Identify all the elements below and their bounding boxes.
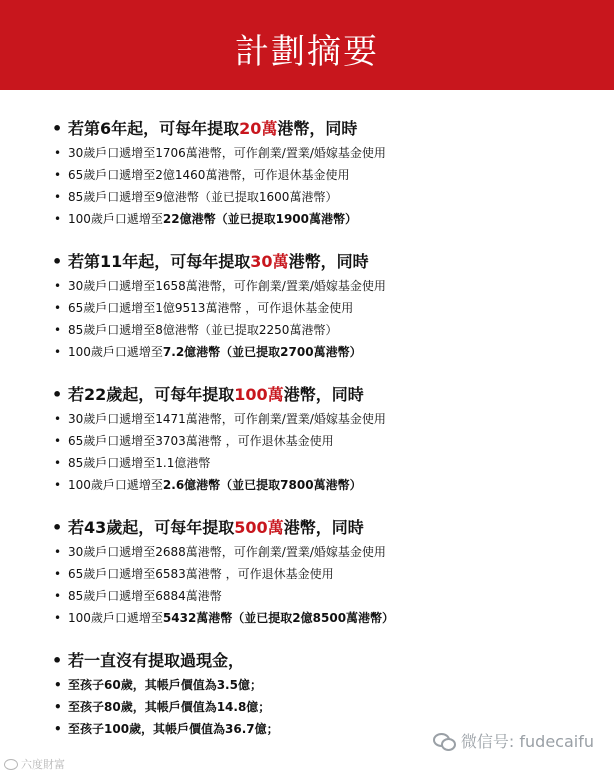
list-item [52, 142, 592, 164]
item-text: 30歲戶口遞增至1706萬港幣，可作創業/置業/婚嫁基金使用 [68, 146, 386, 160]
item-text: 30歲戶口遞增至1658萬港幣，可作創業/置業/婚嫁基金使用 [68, 279, 386, 293]
section-title-suffix: 港幣，同時 [277, 119, 358, 138]
list-item [52, 208, 592, 230]
item-text: 100歲戶口遞增至 [68, 478, 163, 492]
withdrawal-plan-section [52, 116, 592, 230]
list-item: • 至孩子80歲，其帳戶價值為14.8億； [52, 696, 592, 718]
section-items [52, 142, 592, 230]
list-item: • 至孩子100歲，其帳戶價值為36.7億； [52, 718, 592, 740]
list-item [52, 541, 592, 563]
item-text-bold: 5432萬港幣（並已提取2億8500萬港幣） [162, 611, 395, 625]
item-text: 100歲戶口遞增至 [68, 212, 163, 226]
list-item [52, 341, 592, 363]
section-items [52, 408, 592, 496]
withdrawal-plan-section [52, 382, 592, 496]
watermark-text: 微信号: fudecaifu [460, 732, 594, 751]
section-title-prefix: 若第11年起，可每年提取 [68, 252, 251, 271]
item-text-bold: 2.6億港幣（並已提取7800萬港幣） [162, 478, 362, 492]
item-text: 100歲戶口遞增至 [68, 345, 163, 359]
list-item [52, 319, 592, 341]
corner-watermark-text: 六度財富 [21, 758, 65, 771]
withdrawal-plan-section [52, 515, 592, 629]
no-withdrawal-section [52, 648, 592, 740]
withdrawal-plan-section [52, 249, 592, 363]
list-item [52, 408, 592, 430]
list-item [52, 607, 592, 629]
item-text-bold: 7.2億港幣（並已提取2700萬港幣） [162, 345, 362, 359]
list-item [52, 297, 592, 319]
section-title-amount: 20萬 [239, 119, 278, 138]
section-title-suffix: 港幣，同時 [288, 252, 369, 271]
item-text: 65歲戶口遞增至2億1460萬港幣，可作退休基金使用 [68, 168, 350, 182]
section-title-prefix: 若43歲起，可每年提取 [68, 518, 235, 537]
section-title-amount: 500萬 [234, 518, 284, 537]
list-item [52, 585, 592, 607]
section-items [52, 275, 592, 363]
item-text: 65歲戶口遞增至1億9513萬港幣 ，可作退休基金使用 [68, 301, 354, 315]
corner-watermark [4, 756, 65, 772]
item-text: 85歲戶口遞增至9億港幣（並已提取1600萬港幣） [68, 190, 338, 204]
item-text: 85歲戶口遞增至1.1億港幣 [68, 456, 211, 470]
section-title [52, 515, 592, 541]
section-items [52, 541, 592, 629]
list-item [52, 452, 592, 474]
page-title: 計劃摘要 [235, 32, 379, 72]
list-item [52, 474, 592, 496]
item-text-bold: 22億港幣（並已提取1900萬港幣） [162, 212, 358, 226]
list-item [52, 275, 592, 297]
item-text: 65歲戶口遞增至6583萬港幣 ，可作退休基金使用 [68, 567, 334, 581]
section-title [52, 249, 592, 275]
section-title [52, 116, 592, 142]
header-banner [0, 0, 614, 90]
item-text: 30歲戶口遞增至2688萬港幣，可作創業/置業/婚嫁基金使用 [68, 545, 386, 559]
section-title-prefix: 若22歲起，可每年提取 [68, 385, 235, 404]
list-item: • 至孩子60歲，其帳戶價值為3.5億； [52, 674, 592, 696]
plan-summary-content [52, 116, 592, 759]
section-title-prefix: 若第6年起，可每年提取 [68, 119, 240, 138]
section-title-amount: 100萬 [234, 385, 284, 404]
section-title [52, 382, 592, 408]
section-title-suffix: 港幣，同時 [283, 385, 364, 404]
item-text: 65歲戶口遞增至3703萬港幣 ，可作退休基金使用 [68, 434, 334, 448]
list-item [52, 186, 592, 208]
section-title-amount: 30萬 [250, 252, 289, 271]
list-item [52, 430, 592, 452]
item-text: 100歲戶口遞增至 [68, 611, 163, 625]
item-text: 30歲戶口遞增至1471萬港幣，可作創業/置業/婚嫁基金使用 [68, 412, 386, 426]
weibo-icon [4, 759, 18, 770]
item-text: 85歲戶口遞增至8億港幣（並已提取2250萬港幣） [68, 323, 338, 337]
list-item [52, 563, 592, 585]
wechat-icon [433, 732, 455, 750]
section-title-suffix: 港幣，同時 [283, 518, 364, 537]
section-title: • 若一直沒有提取過現金， [52, 648, 592, 674]
item-text: 85歲戶口遞增至6884萬港幣 [68, 589, 222, 603]
list-item [52, 164, 592, 186]
wechat-watermark [433, 729, 594, 752]
